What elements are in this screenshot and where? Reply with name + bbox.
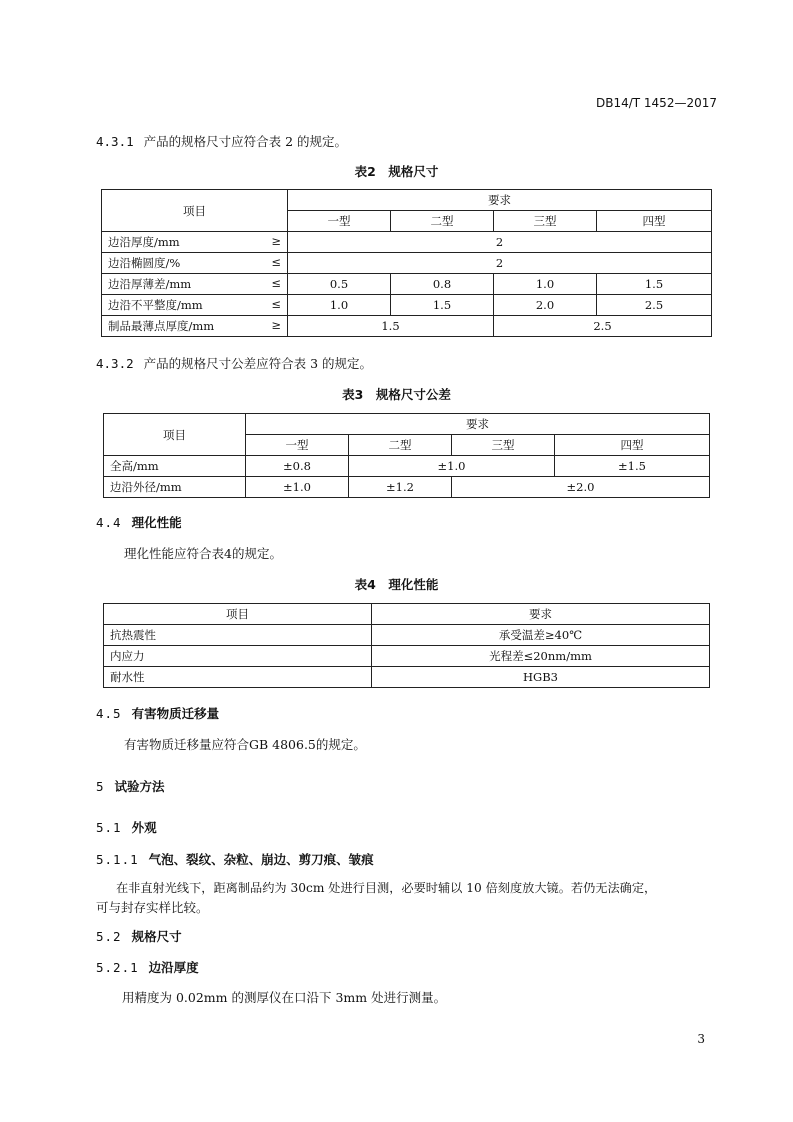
- table-header-item: 项目: [102, 190, 288, 232]
- cell-value: ±1.0: [349, 456, 555, 477]
- cell-value: 0.5: [288, 274, 391, 295]
- clause-text: 产品的规格尺寸应符合表 2 的规定。: [143, 134, 348, 149]
- row-label: 边沿不平整度/mm: [108, 298, 203, 312]
- table-2: [101, 189, 712, 337]
- document-code: DB14/T 1452—2017: [595, 96, 717, 110]
- section-number: 5.2.1: [96, 960, 139, 975]
- section-title: 有害物质迁移量: [131, 706, 220, 721]
- section-number: 4.5: [96, 706, 122, 721]
- table-header-item: 项目: [104, 604, 372, 625]
- table-header-type: 一型: [288, 211, 391, 232]
- table-header-type: 四型: [555, 435, 710, 456]
- table-2-caption: 表2 规格尺寸: [354, 164, 439, 179]
- cell-value: 0.8: [391, 274, 494, 295]
- section-number: 5: [96, 779, 105, 794]
- section-title: 边沿厚度: [148, 960, 199, 975]
- cell-value: 1.0: [494, 274, 597, 295]
- clause-text: 产品的规格尺寸公差应符合表 3 的规定。: [143, 356, 373, 371]
- cell-value: 2.5: [494, 316, 712, 337]
- clause-number: 4.3.2: [96, 356, 134, 371]
- table-header-type: 三型: [494, 211, 597, 232]
- table-header-type: 二型: [349, 435, 452, 456]
- row-label: 抗热震性: [104, 625, 372, 646]
- row-label: 边沿厚度/mm: [108, 235, 180, 249]
- table-header-requirement: 要求: [372, 604, 710, 625]
- section-title: 气泡、裂纹、杂粒、崩边、剪刀痕、皱痕: [148, 852, 374, 867]
- page-number: 3: [697, 1032, 705, 1046]
- row-label: 全高/mm: [104, 456, 246, 477]
- table-header-requirement: 要求: [246, 414, 710, 435]
- row-label: 内应力: [104, 646, 372, 667]
- cell-value: 2.0: [494, 295, 597, 316]
- table-4-caption: 表4 理化性能: [354, 577, 439, 592]
- section-5-1-1-text-line1: 在非直射光线下，距离制品约为 30cm 处进行目测，必要时辅以 10 倍刻度放大镜。若仍无法确定，: [116, 881, 657, 895]
- table-header-requirement: 要求: [288, 190, 712, 211]
- cell-value: ±1.0: [246, 477, 349, 498]
- row-label: 边沿厚薄差/mm: [108, 277, 192, 291]
- section-5-heading: [96, 777, 165, 795]
- section-number: 5.1.1: [96, 852, 139, 867]
- row-operator: ≥: [271, 318, 281, 332]
- table-4: [103, 603, 710, 688]
- row-operator: ≤: [271, 297, 281, 311]
- row-operator: ≤: [271, 255, 281, 269]
- table-3-caption: 表3 规格尺寸公差: [342, 387, 451, 402]
- table-row: [102, 316, 712, 337]
- clause-4-3-2: [96, 354, 372, 372]
- section-4-5-heading: [96, 704, 219, 722]
- section-4-4-text: 理化性能应符合表4的规定。: [124, 546, 282, 561]
- section-5-2-1-heading: [96, 958, 199, 976]
- section-5-2-1-text: 用精度为 0.02mm 的测厚仪在口沿下 3mm 处进行测量。: [122, 990, 447, 1005]
- cell-value: 承受温差≥40℃: [372, 625, 710, 646]
- row-operator: ≥: [271, 234, 281, 248]
- table-3: [103, 413, 710, 498]
- section-number: 5.2: [96, 929, 122, 944]
- row-operator: ≤: [271, 276, 281, 290]
- cell-value: ±1.5: [555, 456, 710, 477]
- table-row: [102, 232, 712, 253]
- cell-value: 1.5: [391, 295, 494, 316]
- section-4-5-text: 有害物质迁移量应符合GB 4806.5的规定。: [124, 737, 366, 752]
- cell-value: 光程差≤20nm/mm: [372, 646, 710, 667]
- section-title: 试验方法: [114, 779, 165, 794]
- table-row: [104, 477, 710, 498]
- table-header-type: 一型: [246, 435, 349, 456]
- row-label: 边沿椭圆度/%: [108, 256, 181, 270]
- table-row: [102, 274, 712, 295]
- section-title: 理化性能: [131, 515, 182, 530]
- section-5-1-1-text-line2: 可与封存实样比较。: [96, 900, 209, 915]
- table-row: [102, 295, 712, 316]
- section-5-1-1-heading: [96, 850, 374, 868]
- table-row: [104, 625, 710, 646]
- table-row: [104, 667, 710, 688]
- cell-value: 1.5: [288, 316, 494, 337]
- table-header-item: 项目: [104, 414, 246, 456]
- table-header-type: 四型: [597, 211, 712, 232]
- table-row: [104, 646, 710, 667]
- cell-value: 2: [288, 253, 712, 274]
- row-label: 边沿外径/mm: [104, 477, 246, 498]
- cell-value: ±1.2: [349, 477, 452, 498]
- clause-4-3-1: [96, 132, 347, 150]
- clause-number: 4.3.1: [96, 134, 134, 149]
- cell-value: ±2.0: [452, 477, 710, 498]
- row-label: 耐水性: [104, 667, 372, 688]
- section-4-4-heading: [96, 513, 182, 531]
- section-5-1-heading: [96, 818, 157, 836]
- cell-value: 1.5: [597, 274, 712, 295]
- cell-value: 1.0: [288, 295, 391, 316]
- section-title: 规格尺寸: [131, 929, 182, 944]
- cell-value: 2: [288, 232, 712, 253]
- table-row: [102, 253, 712, 274]
- table-row: [104, 456, 710, 477]
- section-title: 外观: [131, 820, 157, 835]
- cell-value: 2.5: [597, 295, 712, 316]
- section-number: 5.1: [96, 820, 122, 835]
- row-label: 制品最薄点厚度/mm: [108, 319, 215, 333]
- table-header-type: 二型: [391, 211, 494, 232]
- section-5-2-heading: [96, 927, 182, 945]
- section-number: 4.4: [96, 515, 122, 530]
- table-header-type: 三型: [452, 435, 555, 456]
- cell-value: HGB3: [372, 667, 710, 688]
- cell-value: ±0.8: [246, 456, 349, 477]
